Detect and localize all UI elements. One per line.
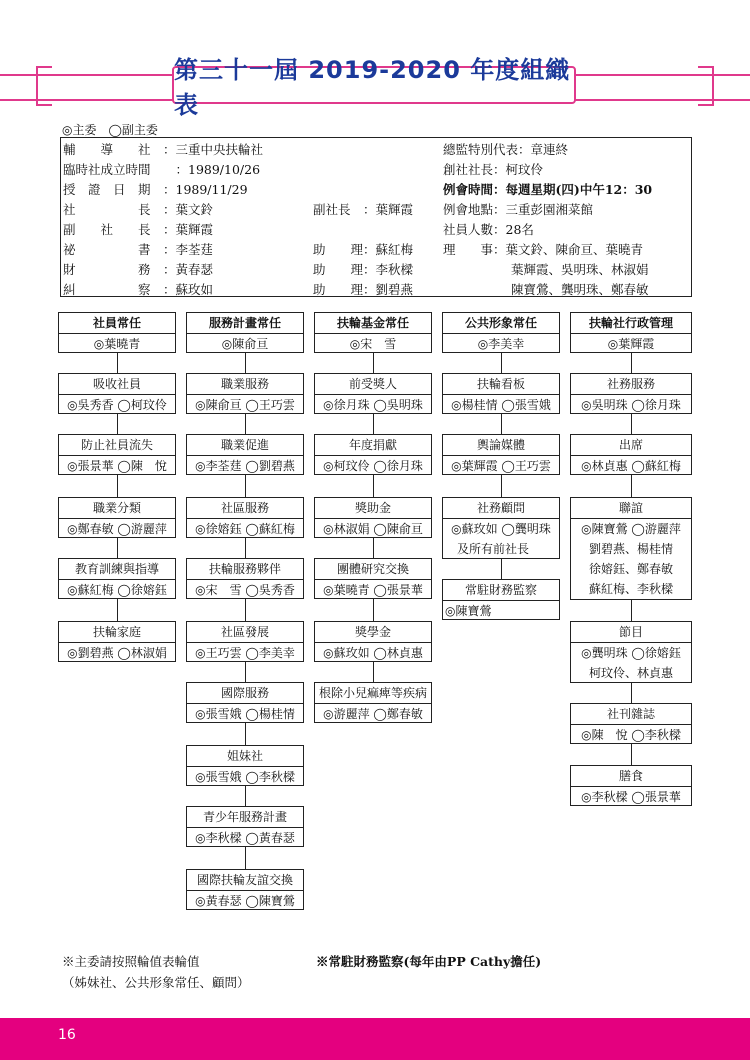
connector [245, 662, 246, 682]
sub-committee-members: ◎吳明珠 ◯徐月珠 [571, 394, 691, 415]
sub-committee-members: ◎林貞惠 ◯蘇紅梅 [571, 455, 691, 476]
sub-committee [186, 682, 304, 723]
committee-head: 服務計畫常任 [208, 316, 281, 330]
sub-committee [442, 373, 560, 414]
sub-committee-name: 前受獎人 [348, 377, 397, 391]
sub-committee-members: ◎張雪娥 ◯李秋樑 [187, 766, 303, 787]
sub-committee-name: 獎學金 [354, 625, 391, 639]
sub-committee [58, 434, 176, 475]
connector [117, 414, 118, 434]
note-finance-audit: ※常駐財務監察(每年由PP Cathy擔任) [316, 954, 542, 969]
sub-committee-members: ◎張雪娥 ◯楊桂情 [187, 703, 303, 724]
sub-committee-name: 社區服務 [220, 501, 269, 515]
connector [631, 414, 632, 434]
info-assistant-1: 助 理：蘇紅梅 [313, 242, 414, 257]
sub-committee-members: ◎鄭春敏 ◯游麗萍 [59, 518, 175, 539]
sub-committee-members: ◎葉輝霞 ◯王巧雲 [443, 455, 559, 476]
sub-committee-name: 社務顧問 [476, 501, 525, 515]
info-founding-president: 創社社長：柯玟伶 [443, 162, 544, 177]
committee-service-projects [186, 312, 304, 353]
sub-committee-name: 吸收社員 [92, 377, 141, 391]
connector [501, 414, 502, 434]
sub-committee-name: 姐妹社 [226, 749, 263, 763]
sub-committee [186, 434, 304, 475]
info-meeting-time: 例會時間：每週星期(四)中午12：30 [443, 182, 653, 197]
connector [373, 353, 374, 373]
connector [245, 353, 246, 373]
sub-committee-name: 輿論媒體 [476, 438, 525, 452]
sub-committee [570, 621, 692, 683]
info-directors-2: 葉輝霞、吳明珠、林淑娟 [511, 262, 649, 277]
sub-committee-members: ◎蘇玫如 ◯林貞惠 [315, 642, 431, 663]
connector [245, 847, 246, 869]
committee-foundation [314, 312, 432, 353]
sub-committee-name: 獎助金 [354, 501, 391, 515]
sub-committee [314, 621, 432, 662]
committee-chair: ◎陳俞亘 [187, 333, 303, 354]
title-box [172, 56, 576, 119]
sub-committee-members: ◎劉碧燕 ◯林淑娟 [59, 642, 175, 663]
committee-public-image [442, 312, 560, 353]
sub-committee [58, 373, 176, 414]
sub-committee [186, 621, 304, 662]
sub-committee-name: 社務服務 [606, 377, 655, 391]
sub-committee-members: ◎李荃莛 ◯劉碧燕 [187, 455, 303, 476]
sub-committee-name: 職業服務 [220, 377, 269, 391]
info-meeting-place: 例會地點：三重彭園湘菜館 [443, 202, 594, 217]
connector [373, 662, 374, 682]
sub-committee [570, 497, 692, 600]
sub-committee-name: 根除小兒痲痺等疾病 [318, 686, 427, 700]
sub-committee-name: 團體研究交換 [336, 562, 409, 576]
sub-committee-name: 社刊雜誌 [606, 707, 655, 721]
connector [245, 538, 246, 558]
info-vice-president: 副 社 長 ：葉輝霞 [63, 222, 214, 237]
sub-committee-name: 出席 [618, 438, 643, 452]
sub-committee-members: ◎蘇紅梅 ◯徐嫆鈺 [59, 579, 175, 600]
sub-committee [570, 434, 692, 475]
info-directors: 理 事：葉文鈴、陳俞亘、葉曉青 [443, 242, 644, 257]
sub-committee-note: 柯玟伶、林貞惠 [588, 666, 673, 680]
connector [245, 723, 246, 745]
sub-committee-name: 年度捐獻 [348, 438, 397, 452]
info-secretary: 祕 書 ：李荃莛 [63, 242, 214, 257]
sub-committee-name: 教育訓練與指導 [74, 562, 159, 576]
sub-committee [570, 765, 692, 806]
sub-committee-members: ◎陳俞亘 ◯王巧雲 [187, 394, 303, 415]
connector [117, 353, 118, 373]
sub-committee [314, 558, 432, 599]
sub-committee-note: 蘇紅梅、李秋樑 [588, 582, 673, 596]
connector [117, 599, 118, 621]
sub-committee-name: 青少年服務計畫 [202, 810, 287, 824]
left-ornament [36, 66, 52, 106]
connector [373, 538, 374, 558]
sub-committee-members: ◎蘇玫如 ◯龔明珠 [443, 518, 559, 539]
connector [245, 786, 246, 806]
committee-head: 公共形象常任 [464, 316, 537, 330]
sub-committee [314, 497, 432, 538]
info-vice-president-2: 副社長 ：葉輝霞 [313, 202, 414, 217]
connector [631, 353, 632, 373]
sub-committee [58, 621, 176, 662]
connector [501, 475, 502, 497]
committee-administration [570, 312, 692, 353]
club-info-table [60, 137, 692, 297]
sub-committee-name: 聯誼 [618, 501, 643, 515]
sub-committee [186, 558, 304, 599]
sub-committee-members: ◎李秋樑 ◯黃春瑟 [187, 827, 303, 848]
sub-committee-name: 扶輪家庭 [92, 625, 141, 639]
sub-committee-note: 及所有前社長 [457, 542, 530, 556]
sub-committee-members: ◎陳寶鶯 [443, 600, 559, 621]
committee-membership [58, 312, 176, 353]
sub-committee-name: 膳食 [618, 769, 643, 783]
page-title: 第三十一屆 2019-2020 年度組織表 [174, 56, 571, 119]
sub-committee [186, 806, 304, 847]
committee-head: 扶輪社行政管理 [588, 316, 673, 330]
sub-committee [570, 373, 692, 414]
info-sergeant: 糾 察 ：蘇玫如 [63, 282, 214, 297]
sub-committee-name: 扶輪看板 [476, 377, 525, 391]
sub-committee [58, 497, 176, 538]
connector [245, 599, 246, 621]
sub-committee [570, 703, 692, 744]
sub-committee-members: ◎龔明珠 ◯徐嫆鈺 [571, 642, 691, 663]
info-assistant-3: 助 理：劉碧燕 [313, 282, 414, 297]
right-ornament [698, 66, 714, 106]
connector [631, 600, 632, 621]
sub-committee [186, 373, 304, 414]
sub-committee [314, 434, 432, 475]
sub-committee [442, 579, 560, 620]
info-president: 社 長 ：葉文鈴 [63, 202, 214, 217]
connector [501, 559, 502, 579]
sub-committee-members: ◎游麗萍 ◯鄭春敏 [315, 703, 431, 724]
connector [117, 475, 118, 497]
sub-committee-members: ◎徐嫆鈺 ◯蘇紅梅 [187, 518, 303, 539]
committee-chair: ◎葉輝霞 [571, 333, 691, 354]
sub-committee-name: 國際服務 [220, 686, 269, 700]
connector [631, 683, 632, 703]
info-charter-date: 授 證 日 期 ：1989/11/29 [63, 182, 248, 197]
connector [631, 744, 632, 765]
sub-committee-members: ◎張景華 ◯陳 悅 [59, 455, 175, 476]
sub-committee-name: 職業促進 [220, 438, 269, 452]
info-governor-rep: 總監特別代表：章連終 [443, 142, 569, 157]
sub-committee-members: ◎吳秀香 ◯柯玟伶 [59, 394, 175, 415]
sub-committee-members: ◎柯玟伶 ◯徐月珠 [315, 455, 431, 476]
sub-committee-members: ◎徐月珠 ◯吳明珠 [315, 394, 431, 415]
sub-committee-members: ◎葉曉青 ◯張景華 [315, 579, 431, 600]
sub-committee-members: ◎宋 雪 ◯吳秀香 [187, 579, 303, 600]
sub-committee [186, 745, 304, 786]
sub-committee-note: 徐嫆鈺、鄭春敏 [588, 562, 673, 576]
page-number: 16 [58, 1027, 76, 1043]
sub-committee-note: 劉碧燕、楊桂情 [588, 542, 673, 556]
committee-chair: ◎宋 雪 [315, 333, 431, 354]
sub-committee-members: ◎陳 悅 ◯李秋樑 [571, 724, 691, 745]
connector [117, 538, 118, 558]
connector [245, 414, 246, 434]
sub-committee [442, 434, 560, 475]
sub-committee-members: ◎黃春瑟 ◯陳寶鶯 [187, 890, 303, 911]
sub-committee-name: 職業分類 [92, 501, 141, 515]
footer-bar [0, 1018, 750, 1060]
info-provisional-date: 臨時社成立時間 ：1989/10/26 [63, 162, 261, 177]
sub-committee-name: 扶輪服務夥伴 [208, 562, 281, 576]
legend: ◎主委 ◯副主委 [62, 123, 158, 137]
note-rotation: ※主委請按照輪值表輪值 [62, 954, 200, 969]
sub-committee-name: 防止社員流失 [80, 438, 153, 452]
committee-chair: ◎李美幸 [443, 333, 559, 354]
connector [373, 475, 374, 497]
committee-head: 社員常任 [92, 316, 141, 330]
sub-committee-name: 節目 [618, 625, 643, 639]
sub-committee-name: 社區發展 [220, 625, 269, 639]
info-sponsor-club: 輔 導 社 ：三重中央扶輪社 [63, 142, 264, 157]
sub-committee-name: 國際扶輪友誼交換 [196, 873, 293, 887]
sub-committee [314, 373, 432, 414]
note-rotation-detail: （姊妹社、公共形象常任、顧問） [62, 975, 250, 990]
info-directors-3: 陳寶鶯、龔明珠、鄭春敏 [511, 282, 649, 297]
info-treasurer: 財 務 ：黃春瑟 [63, 262, 214, 277]
connector [373, 599, 374, 621]
connector [501, 353, 502, 373]
sub-committee-members: ◎林淑娟 ◯陳俞亘 [315, 518, 431, 539]
sub-committee [186, 497, 304, 538]
sub-committee [442, 497, 560, 559]
sub-committee [58, 558, 176, 599]
committee-head: 扶輪基金常任 [336, 316, 409, 330]
sub-committee-name: 常駐財務監察 [464, 583, 537, 597]
committee-chair: ◎葉曉青 [59, 333, 175, 354]
sub-committee [186, 869, 304, 910]
sub-committee-members: ◎王巧雲 ◯李美幸 [187, 642, 303, 663]
connector [631, 475, 632, 497]
sub-committee-members: ◎李秋樑 ◯張景華 [571, 786, 691, 807]
sub-committee-members: ◎楊桂情 ◯張雪娥 [443, 394, 559, 415]
connector [245, 475, 246, 497]
info-assistant-2: 助 理：李秋樑 [313, 262, 414, 277]
info-member-count: 社員人數：28名 [443, 222, 534, 237]
sub-committee-members: ◎陳寶鶯 ◯游麗萍 [571, 518, 691, 539]
sub-committee [314, 682, 432, 723]
connector [373, 414, 374, 434]
